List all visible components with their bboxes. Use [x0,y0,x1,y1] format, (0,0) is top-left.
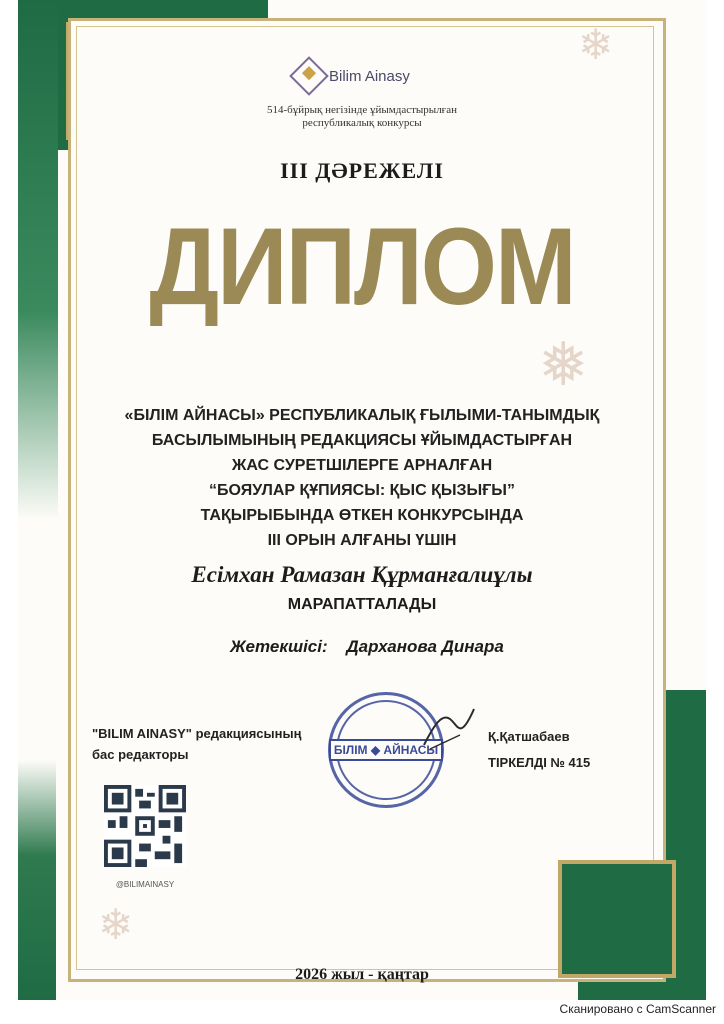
reason-line: “БОЯУЛАР ҚҰПИЯСЫ: ҚЫС ҚЫЗЫҒЫ” [209,482,515,499]
supervisor-name: Дарханова Динара [346,637,504,656]
supervisor-label: Жетекшісі: [230,637,328,656]
reason-line: ЖАС СУРЕТШІЛЕРГЕ АРНАЛҒАН [231,457,493,474]
reason-line: БАСЫЛЫМЫНЫҢ РЕДАКЦИЯСЫ ҰЙЫМДАСТЫРҒАН [151,432,573,449]
qr-code-icon[interactable] [104,785,186,867]
editor-title-line: "BILIM AINASY" редакциясының [92,726,302,741]
reason-line: ТАҚЫРЫБЫНДА ӨТКЕН КОНКУРСЫНДА [200,507,524,524]
snowflake-icon: ❅ [538,330,589,400]
logo-text: Bilim Ainasy [329,67,410,85]
supervisor [230,637,518,657]
editor-name: Қ.Қатшабаев [488,729,570,744]
editor-title-line: бас редакторы [92,747,189,762]
editor-title [92,723,301,765]
snowflake-icon: ❄ [578,20,614,69]
recipient-name: Есімхан Рамазан Құрманғалиұлы [191,562,533,587]
qr-label: @BILIMAINASY [115,880,175,889]
editor-signature-block [488,724,590,776]
contest-subtitle [0,104,724,130]
brand-logo [295,62,410,90]
signature-icon [420,705,478,755]
award-verb: МАРАПАТТАЛАДЫ [287,596,437,613]
stamp-text: БІЛІМ ◆ АЙНАСЫ [329,739,443,761]
diploma-title: ДИПЛОМ [149,204,575,328]
reason-line: III ОРЫН АЛҒАНЫ ҮШІН [267,532,457,549]
degree-heading: III ДӘРЕЖЕЛІ [280,158,444,183]
award-reason [0,403,724,553]
reason-line: «БІЛІМ АЙНАСЫ» РЕСПУБЛИКАЛЫҚ ҒЫЛЫМИ-ТАНЫМДЫҚ [124,407,600,424]
snowflake-icon: ❄ [98,900,134,949]
scanner-watermark: Сканировано с CamScanner [559,1002,716,1016]
logo-diamond-icon [289,56,329,96]
green-edge-bottom-left [18,760,56,1000]
issue-date: 2026 жыл - қаңтар [295,966,429,983]
registration-number: ТІРКЕЛДІ № 415 [488,755,591,770]
gold-square-bottom-right [558,860,676,978]
subtitle-line: 514-бұйрық негізінде ұйымдастырылған [267,104,457,116]
subtitle-line: республикалық конкурсы [302,117,422,129]
